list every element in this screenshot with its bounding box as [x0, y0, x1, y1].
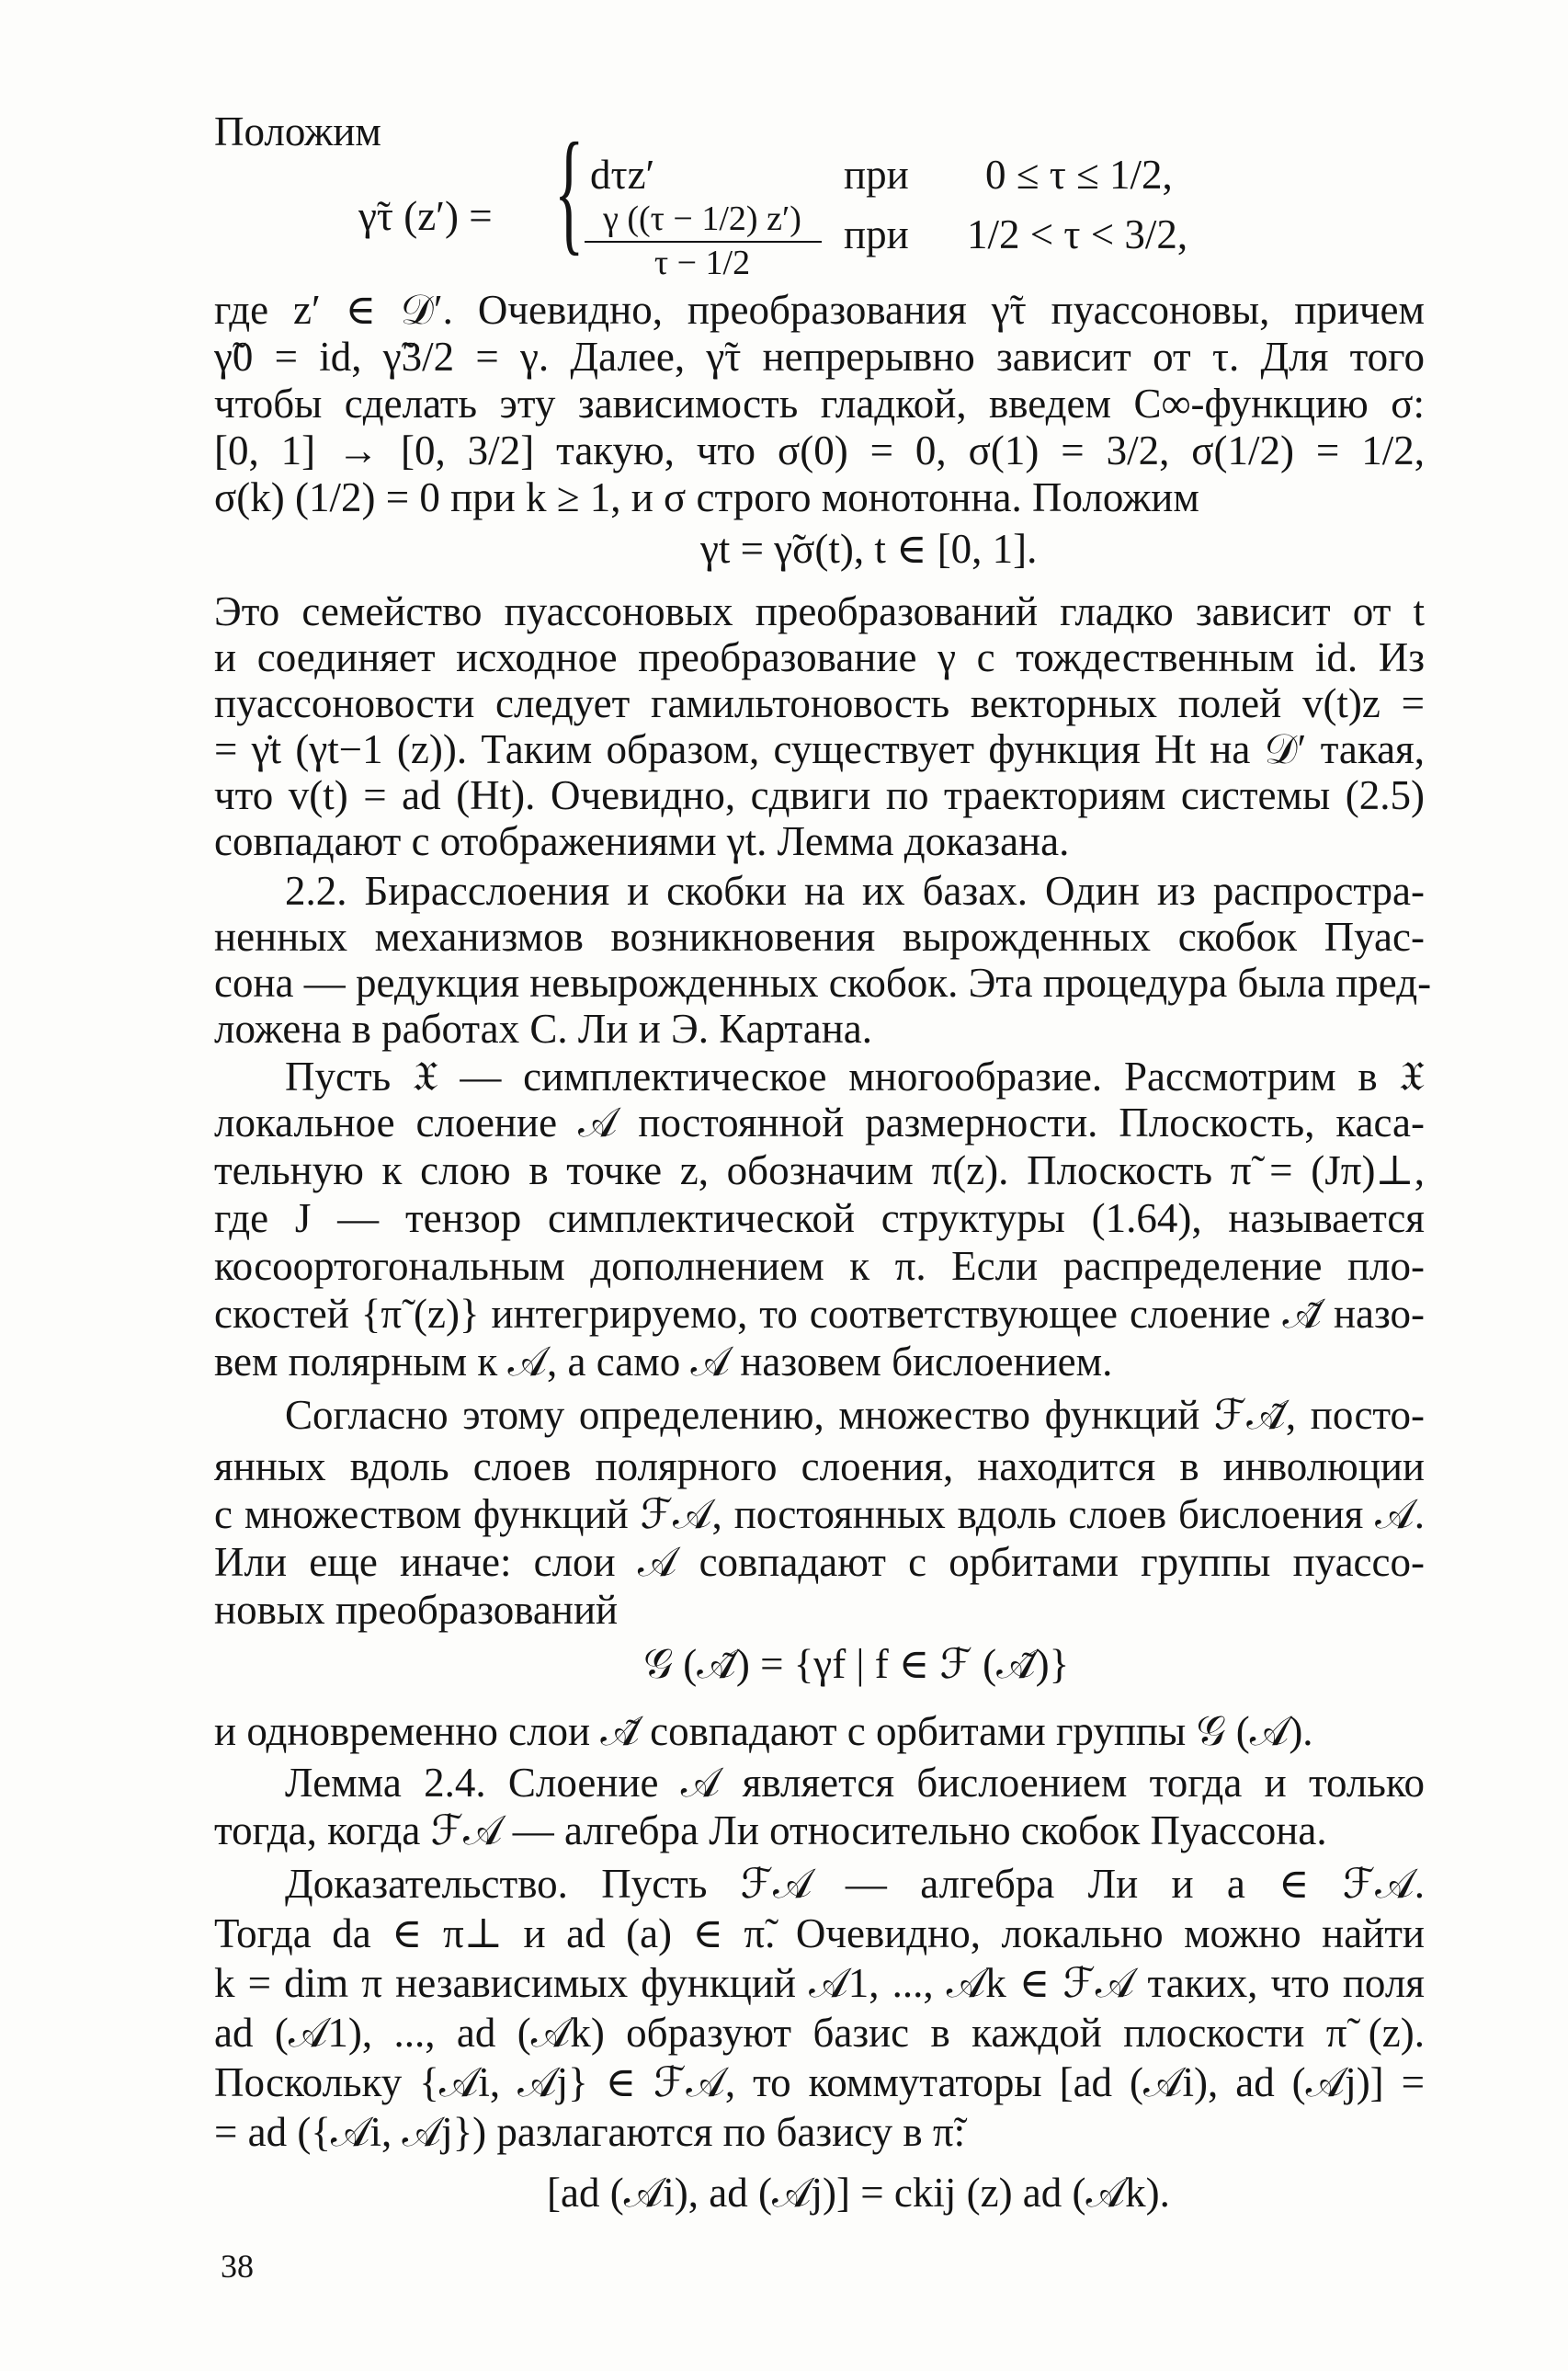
case-word: при — [844, 152, 909, 198]
case-word: при — [844, 211, 909, 257]
text-line: [0, 1] → [0, 3/2] такую, что σ(0) = 0, σ(1) = 3/2, σ(1/2) = 1/2, — [214, 427, 1425, 473]
text-line: с множеством функций ℱ𝒜, постоянных вдоль слоев бислоения 𝒜. — [214, 1491, 1425, 1537]
text-line: что v(t) = ad (Ht). Очевидно, сдвиги по траекториям системы (2.5) — [214, 772, 1425, 818]
text-line: скостей {π̃ (z)} интегрируемо, то соответствующее слоение 𝒜̃ назо- — [214, 1291, 1425, 1337]
text-line: и соединяет исходное преобразование γ с тождественным id. Из — [214, 634, 1425, 680]
text-line: совпадают с отображениями γt. Лемма доказана. — [214, 818, 1070, 864]
text-line: где z′ ∈ 𝒟′. Очевидно, преобразования γ̃τ пуассоновы, причем — [214, 287, 1425, 333]
text-line: локальное слоение 𝒜 постоянной размерности. Плоскость, каса- — [214, 1100, 1425, 1146]
text-line: Это семейство пуассоновых преобразований гладко зависит от t — [214, 588, 1425, 634]
fraction-denominator: τ − 1/2 — [653, 244, 751, 282]
text-line: сона — редукция невырожденных скобок. Эта процедура была пред- — [214, 960, 1432, 1006]
fraction-bar — [585, 241, 822, 243]
lemma-line: Лемма 2.4. Слоение 𝒜 является бислоением тогда и только — [285, 1760, 1425, 1806]
text-line: ненных механизмов возникновения вырожденных скобок Пуас- — [214, 914, 1425, 960]
text-line: = γ̇t (γt−1 (z)). Таким образом, существует функция Ht на 𝒟′ такая, — [214, 726, 1425, 772]
case-expression: dτz′ — [590, 152, 655, 198]
left-brace: { — [554, 115, 585, 268]
text-line: ad (𝒜1), ..., ad (𝒜k) образуют базис в каждой плоскости π̃ (z). — [214, 2010, 1425, 2056]
text-line: γ̃0 = id, γ̃3/2 = γ. Далее, γ̃τ непрерывно зависит от τ. Для того — [214, 334, 1425, 380]
fraction-numerator: γ ((τ − 1/2) z′) — [603, 199, 801, 238]
text-line: Положим — [214, 108, 381, 154]
text-line: вем полярным к 𝒜, а само 𝒜 назовем бислоением. — [214, 1339, 1113, 1385]
text-line: тельную к слою в точке z, обозначим π(z). Плоскость π̃ = (Jπ)⊥, — [214, 1147, 1425, 1193]
case-condition: 1/2 < τ < 3/2, — [967, 211, 1188, 257]
display-formula: 𝒢 (𝒜̃) = {γf | f ∈ ℱ (𝒜̃)} — [643, 1641, 1070, 1687]
text-line: k = dim π независимых функций 𝒜1, ..., 𝒜k ∈ ℱ𝒜 таких, что поля — [214, 1960, 1425, 2006]
text-line: чтобы сделать эту зависимость гладкой, введем C∞-функцию σ: — [214, 381, 1425, 427]
text-line: Пусть 𝔛 — симплектическое многообразие. Рассмотрим в 𝔛 — [285, 1054, 1425, 1100]
section-heading-line: 2.2. Бирасслоения и скобки на их базах. Один из распростра- — [285, 868, 1425, 914]
display-formula: γt = γ̃σ(t), t ∈ [0, 1]. — [700, 526, 1038, 572]
case-condition: 0 ≤ τ ≤ 1/2, — [985, 152, 1173, 198]
proof-line: Доказательство. Пусть ℱ𝒜 — алгебра Ли и a ∈ ℱ𝒜. — [285, 1861, 1425, 1907]
text-line: Поскольку {𝒜i, 𝒜j} ∈ ℱ𝒜, то коммутаторы [ad (𝒜i), ad (𝒜j)] = — [214, 2059, 1425, 2105]
formula-lhs: γ̃τ (z′) = — [358, 193, 493, 239]
text-line: янных вдоль слоев полярного слоения, находится в инволюции — [214, 1443, 1425, 1489]
text-line: косоортогональным дополнением к π. Если распределение пло- — [214, 1243, 1425, 1289]
text-line: Или еще иначе: слои 𝒜 совпадают с орбитами группы пуассо- — [214, 1539, 1425, 1585]
text-line: новых преобразований — [214, 1587, 619, 1633]
text-line: пуассоновости следует гамильтоновость векторных полей v(t)z = — [214, 680, 1425, 726]
text-line: Согласно этому определению, множество функций ℱ𝒜̃, посто- — [285, 1392, 1425, 1438]
text-line: σ(k) (1/2) = 0 при k ≥ 1, и σ строго монотонна. Положим — [214, 474, 1199, 520]
text-line: и одновременно слои 𝒜̃ совпадают с орбитами группы 𝒢 (𝒜). — [214, 1708, 1313, 1754]
display-formula: [ad (𝒜i), ad (𝒜j)] = ckij (z) ad (𝒜k). — [547, 2170, 1170, 2216]
text-line: ложена в работах С. Ли и Э. Картана. — [214, 1006, 873, 1052]
lemma-line: тогда, когда ℱ𝒜 — алгебра Ли относительно скобок Пуассона. — [214, 1807, 1327, 1853]
page-number: 38 — [221, 2248, 254, 2285]
text-line: = ad ({𝒜i, 𝒜j}) разлагаются по базису в π̃: — [214, 2109, 966, 2155]
text-line: где J — тензор симплектической структуры (1.64), называется — [214, 1195, 1425, 1241]
text-line: Тогда da ∈ π⊥ и ad (a) ∈ π̃. Очевидно, локально можно найти — [214, 1910, 1425, 1956]
